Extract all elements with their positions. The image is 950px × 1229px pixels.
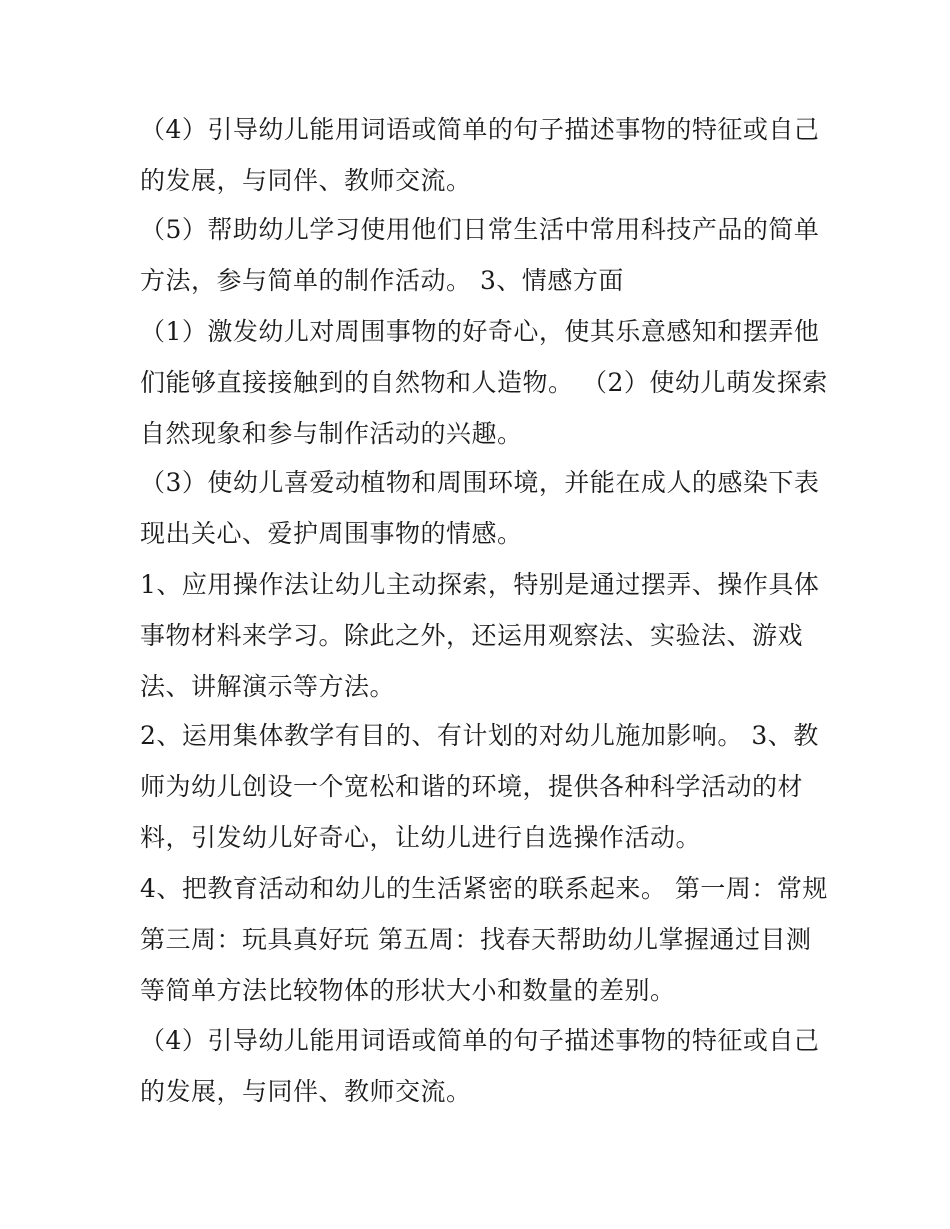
text-line: （3）使幼儿喜爱动植物和周围环境，并能在成人的感染下表 xyxy=(140,468,820,497)
text-line: （4）引导幼儿能用词语或简单的句子描述事物的特征或自己 xyxy=(140,1026,820,1055)
text-line: （1）激发幼儿对周围事物的好奇心，使其乐意感知和摆弄他 xyxy=(140,317,820,346)
text-line: （5）帮助幼儿学习使用他们日常生活中常用科技产品的简单 xyxy=(140,215,820,244)
text-line: 事物材料来学习。除此之外，还运用观察法、实验法、游戏 xyxy=(140,621,804,650)
text-line: 4、把教育活动和幼儿的生活紧密的联系起来。 第一周：常规 xyxy=(140,874,828,903)
text-line: 2、运用集体教学有目的、有计划的对幼儿施加影响。 3、教 xyxy=(140,721,819,750)
text-line: 的发展，与同伴、教师交流。 xyxy=(140,1077,472,1106)
text-line: （4）引导幼儿能用词语或简单的句子描述事物的特征或自己 xyxy=(140,115,820,144)
text-line: 料，引发幼儿好奇心，让幼儿进行自选操作活动。 xyxy=(140,823,702,852)
text-line: 方法，参与简单的制作活动。 3、情感方面 xyxy=(140,266,624,295)
text-line: 等简单方法比较物体的形状大小和数量的差别。 xyxy=(140,976,676,1005)
text-line: 第三周：玩具真好玩 第五周：找春天帮助幼儿掌握通过目测 xyxy=(140,925,812,954)
text-line: 师为幼儿创设一个宽松和谐的环境，提供各种科学活动的材 xyxy=(140,772,804,801)
text-line: 的发展，与同伴、教师交流。 xyxy=(140,166,472,195)
text-line: 1、应用操作法让幼儿主动探索，特别是通过摆弄、操作具体 xyxy=(140,570,820,599)
text-line: 法、讲解演示等方法。 xyxy=(140,672,396,701)
text-line: 现出关心、爱护周围事物的情感。 xyxy=(140,519,523,548)
text-line: 们能够直接接触到的自然物和人造物。 （2）使幼儿萌发探索 xyxy=(140,368,828,397)
text-line: 自然现象和参与制作活动的兴趣。 xyxy=(140,419,523,448)
